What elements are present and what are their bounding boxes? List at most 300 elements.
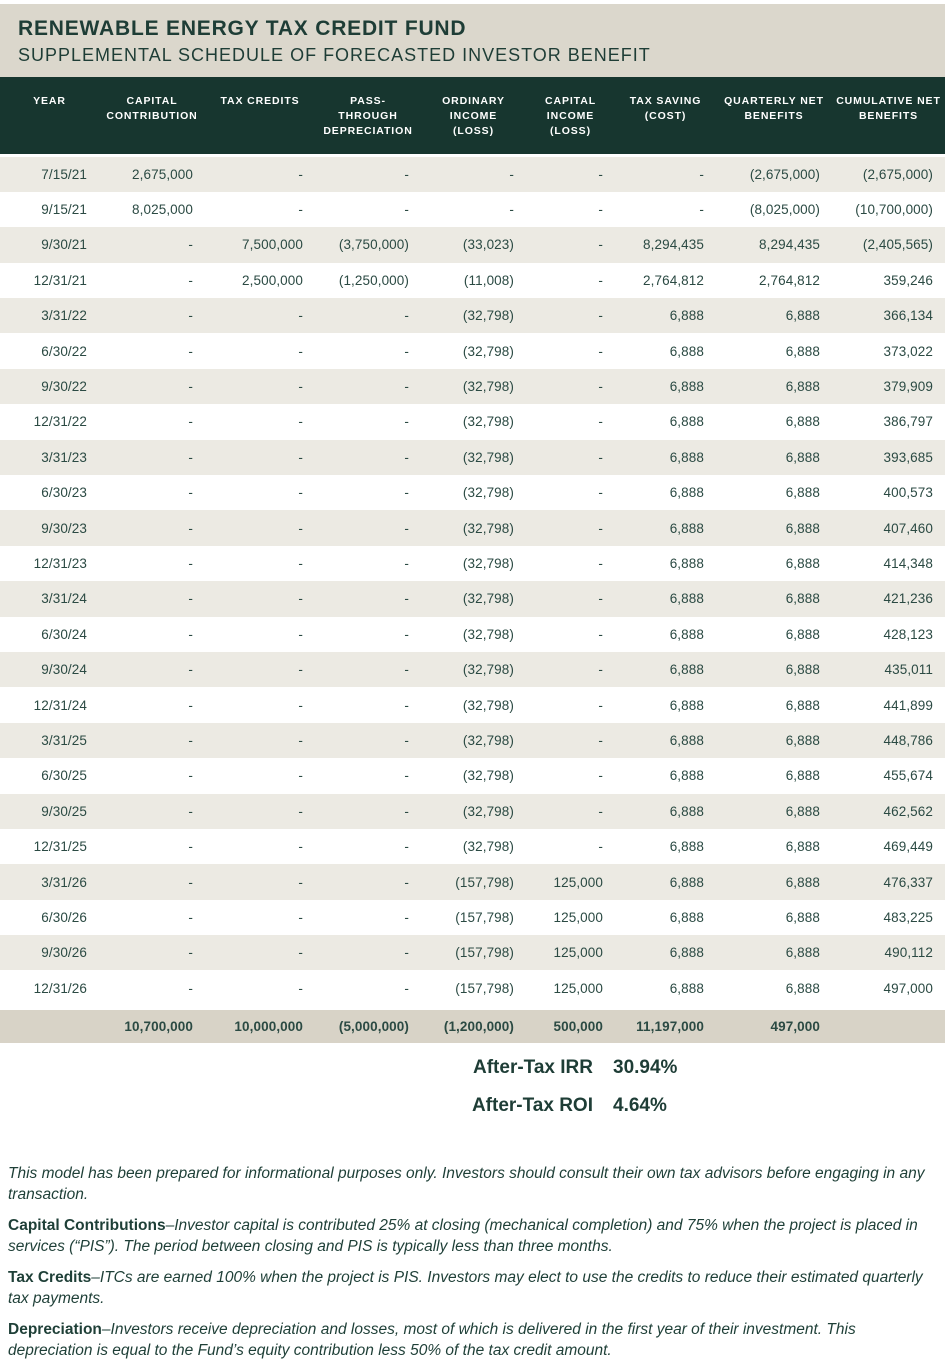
value-cell: 6,888 xyxy=(785,308,820,324)
value-cell: 8,294,435 xyxy=(643,237,704,253)
value-cell: - xyxy=(404,449,409,465)
value-cell: - xyxy=(404,697,409,713)
value-cell: 421,236 xyxy=(883,591,933,607)
footnote-text: This model has been prepared for informational purposes only. Investors should consult their own tax advisors before engaging in any transaction. xyxy=(8,1164,925,1203)
value-cell: - xyxy=(298,697,303,713)
value-cell: 6,888 xyxy=(785,662,820,678)
value-cell: - xyxy=(188,980,193,996)
value-cell: - xyxy=(598,732,603,748)
value-cell: - xyxy=(598,591,603,607)
table-body xyxy=(0,155,945,1008)
date-cell: 3/31/23 xyxy=(41,449,87,465)
date-cell: 9/30/21 xyxy=(41,237,87,253)
footnote xyxy=(8,1215,935,1257)
column-header-cumulative-net-benefits xyxy=(832,77,945,155)
value-cell: (32,798) xyxy=(462,485,514,501)
date-cell: 9/30/23 xyxy=(41,520,87,536)
value-cell: - xyxy=(188,485,193,501)
column-header-quarterly-net-benefits xyxy=(716,77,832,155)
total-cell: (5,000,000) xyxy=(315,1008,421,1043)
value-cell: 2,675,000 xyxy=(132,166,193,182)
table-row xyxy=(0,794,945,829)
value-cell: 6,888 xyxy=(669,803,704,819)
value-cell: 476,337 xyxy=(883,874,933,890)
footnote-text: –Investor capital is contributed 25% at closing (mechanical completion) and 75% when the project is placed in services (“PIS”). The period between closing and PIS is typically less than three months. xyxy=(8,1216,918,1255)
value-cell: (11,008) xyxy=(463,272,514,288)
value-cell: 6,888 xyxy=(669,662,704,678)
value-cell: - xyxy=(188,591,193,607)
date-cell: 6/30/23 xyxy=(41,485,87,501)
table-row xyxy=(0,333,945,368)
value-cell: 6,888 xyxy=(785,591,820,607)
date-cell: 6/30/24 xyxy=(41,626,87,642)
value-cell: - xyxy=(509,202,514,218)
after-tax-roi-row xyxy=(0,1095,945,1117)
value-cell: - xyxy=(404,202,409,218)
value-cell: (157,798) xyxy=(455,909,514,925)
value-cell: 428,123 xyxy=(883,626,933,642)
value-cell: - xyxy=(298,980,303,996)
value-cell: 6,888 xyxy=(669,768,704,784)
column-header-tax-credits xyxy=(205,77,315,155)
footnote xyxy=(8,1267,935,1309)
value-cell: 6,888 xyxy=(669,626,704,642)
value-cell: - xyxy=(509,166,514,182)
value-cell: - xyxy=(298,166,303,182)
value-cell: 6,888 xyxy=(785,732,820,748)
value-cell: 6,888 xyxy=(669,839,704,855)
value-cell: 400,573 xyxy=(883,485,933,501)
column-header-line: INCOME xyxy=(449,110,498,122)
table-row xyxy=(0,192,945,227)
value-cell: 462,562 xyxy=(883,803,933,819)
after-tax-roi-value: 4.64% xyxy=(613,1094,667,1116)
value-cell: - xyxy=(404,874,409,890)
table-row xyxy=(0,298,945,333)
value-cell: (32,798) xyxy=(462,555,514,571)
value-cell: (33,023) xyxy=(462,237,514,253)
table-row xyxy=(0,652,945,687)
value-cell: - xyxy=(298,555,303,571)
column-header-capital-income-loss xyxy=(526,77,615,155)
date-cell: 12/31/24 xyxy=(33,697,87,713)
value-cell: 6,888 xyxy=(785,414,820,430)
table-row xyxy=(0,758,945,793)
value-cell: - xyxy=(404,308,409,324)
value-cell: - xyxy=(598,272,603,288)
value-cell: - xyxy=(598,485,603,501)
total-cell xyxy=(832,1008,945,1043)
value-cell: - xyxy=(298,662,303,678)
value-cell: - xyxy=(404,520,409,536)
value-cell: - xyxy=(598,626,603,642)
date-cell: 6/30/25 xyxy=(41,768,87,784)
value-cell: - xyxy=(598,662,603,678)
footnote-lead: Depreciation xyxy=(8,1320,102,1338)
summary-section xyxy=(0,1057,945,1117)
value-cell: 6,888 xyxy=(785,626,820,642)
value-cell: - xyxy=(188,732,193,748)
value-cell: 379,909 xyxy=(883,379,933,395)
value-cell: - xyxy=(298,343,303,359)
date-cell: 9/15/21 xyxy=(41,202,87,218)
value-cell: 6,888 xyxy=(669,343,704,359)
table-row xyxy=(0,723,945,758)
total-cell: (1,200,000) xyxy=(421,1008,526,1043)
value-cell: - xyxy=(298,768,303,784)
value-cell: - xyxy=(188,414,193,430)
value-cell: (157,798) xyxy=(455,980,514,996)
value-cell: (157,798) xyxy=(455,945,514,961)
value-cell: 2,764,812 xyxy=(759,272,820,288)
column-header-line: YEAR xyxy=(33,95,66,107)
value-cell: 490,112 xyxy=(884,945,933,961)
value-cell: 6,888 xyxy=(669,980,704,996)
date-cell: 9/30/22 xyxy=(41,379,87,395)
date-cell: 6/30/22 xyxy=(41,343,87,359)
value-cell: 6,888 xyxy=(785,839,820,855)
value-cell: - xyxy=(298,839,303,855)
date-cell: 12/31/26 xyxy=(33,980,87,996)
value-cell: 6,888 xyxy=(785,803,820,819)
column-header-tax-saving-cost xyxy=(615,77,716,155)
value-cell: 386,797 xyxy=(883,414,933,430)
value-cell: 393,685 xyxy=(883,449,933,465)
column-header-line: BENEFITS xyxy=(858,110,919,122)
table-footer xyxy=(0,1008,945,1043)
value-cell: (2,405,565) xyxy=(862,237,933,253)
after-tax-irr-value: 30.94% xyxy=(613,1056,678,1078)
value-cell: - xyxy=(404,626,409,642)
value-cell: - xyxy=(188,520,193,536)
value-cell: 2,500,000 xyxy=(242,272,303,288)
value-cell: - xyxy=(598,414,603,430)
value-cell: (32,798) xyxy=(462,343,514,359)
value-cell: 6,888 xyxy=(785,945,820,961)
total-cell: 10,000,000 xyxy=(205,1008,315,1043)
page-subtitle: SUPPLEMENTAL SCHEDULE OF FORECASTED INVESTOR BENEFIT xyxy=(18,45,651,65)
value-cell: - xyxy=(598,555,603,571)
table-row xyxy=(0,263,945,298)
value-cell: - xyxy=(598,343,603,359)
column-header-line: CAPITAL xyxy=(544,95,597,107)
value-cell: 441,899 xyxy=(883,697,933,713)
date-cell: 6/30/26 xyxy=(41,909,87,925)
value-cell: 6,888 xyxy=(785,520,820,536)
table-row xyxy=(0,475,945,510)
table-row xyxy=(0,510,945,545)
value-cell: 366,134 xyxy=(883,308,933,324)
value-cell: - xyxy=(598,520,603,536)
footnote xyxy=(8,1163,935,1205)
value-cell: - xyxy=(188,803,193,819)
date-cell: 12/31/22 xyxy=(33,414,87,430)
value-cell: 125,000 xyxy=(553,874,603,890)
value-cell: 6,888 xyxy=(669,308,704,324)
value-cell: - xyxy=(404,414,409,430)
value-cell: 6,888 xyxy=(785,697,820,713)
value-cell: 373,022 xyxy=(883,343,933,359)
table-row xyxy=(0,227,945,262)
value-cell: - xyxy=(598,308,603,324)
value-cell: 2,764,812 xyxy=(643,272,704,288)
value-cell: - xyxy=(298,449,303,465)
column-header-line: THROUGH xyxy=(338,110,398,122)
value-cell: 6,888 xyxy=(669,732,704,748)
value-cell: 6,888 xyxy=(669,945,704,961)
value-cell: - xyxy=(188,662,193,678)
value-cell: - xyxy=(699,202,704,218)
value-cell: - xyxy=(598,803,603,819)
table-row xyxy=(0,970,945,1007)
footnote-lead: Tax Credits xyxy=(8,1268,92,1286)
column-header-line: PASS- xyxy=(350,95,386,107)
value-cell: (32,798) xyxy=(462,697,514,713)
column-header-line: ORDINARY xyxy=(442,95,505,107)
value-cell: 497,000 xyxy=(883,980,933,996)
table-row xyxy=(0,404,945,439)
value-cell: 6,888 xyxy=(669,909,704,925)
value-cell: 6,888 xyxy=(785,980,820,996)
value-cell: (1,250,000) xyxy=(338,272,409,288)
value-cell: (2,675,000) xyxy=(862,166,933,182)
value-cell: - xyxy=(188,449,193,465)
column-header-line: (LOSS) xyxy=(550,125,591,137)
date-cell: 3/31/26 xyxy=(41,874,87,890)
value-cell: - xyxy=(188,343,193,359)
date-cell: 12/31/25 xyxy=(33,839,87,855)
total-cell: 11,197,000 xyxy=(615,1008,716,1043)
column-header-line: CUMULATIVE NET xyxy=(836,95,941,107)
value-cell: - xyxy=(404,803,409,819)
value-cell: - xyxy=(404,839,409,855)
value-cell: (32,798) xyxy=(462,379,514,395)
value-cell: 125,000 xyxy=(553,909,603,925)
value-cell: (32,798) xyxy=(462,308,514,324)
value-cell: - xyxy=(188,555,193,571)
date-cell: 7/15/21 xyxy=(41,166,87,182)
value-cell: 125,000 xyxy=(553,980,603,996)
value-cell: 6,888 xyxy=(785,909,820,925)
value-cell: (8,025,000) xyxy=(749,202,820,218)
column-header-line: (COST) xyxy=(644,110,687,122)
value-cell: - xyxy=(598,166,603,182)
date-cell: 9/30/24 xyxy=(41,662,87,678)
total-cell: 500,000 xyxy=(526,1008,615,1043)
column-header-line: CONTRIBUTION xyxy=(106,110,198,122)
value-cell: (32,798) xyxy=(462,520,514,536)
table-row xyxy=(0,864,945,899)
value-cell: 6,888 xyxy=(669,874,704,890)
table-header xyxy=(0,77,945,155)
value-cell: 6,888 xyxy=(669,485,704,501)
value-cell: - xyxy=(598,449,603,465)
value-cell: 8,294,435 xyxy=(759,237,820,253)
value-cell: 469,449 xyxy=(883,839,933,855)
table-row xyxy=(0,900,945,935)
value-cell: 359,246 xyxy=(883,272,933,288)
column-header-pass-through-depreciation xyxy=(315,77,421,155)
value-cell: - xyxy=(188,768,193,784)
value-cell: (32,798) xyxy=(462,662,514,678)
date-cell: 12/31/21 xyxy=(33,272,87,288)
date-cell: 9/30/26 xyxy=(41,945,87,961)
value-cell: - xyxy=(298,308,303,324)
value-cell: 6,888 xyxy=(785,449,820,465)
value-cell: - xyxy=(598,202,603,218)
value-cell: 6,888 xyxy=(669,591,704,607)
value-cell: - xyxy=(598,237,603,253)
totals-row xyxy=(0,1008,945,1043)
total-cell: 10,700,000 xyxy=(99,1008,205,1043)
value-cell: - xyxy=(404,555,409,571)
value-cell: 6,888 xyxy=(785,343,820,359)
column-header-line: (LOSS) xyxy=(453,125,494,137)
column-header-line: QUARTERLY NET xyxy=(724,95,824,107)
date-cell: 3/31/24 xyxy=(41,591,87,607)
value-cell: 6,888 xyxy=(785,485,820,501)
value-cell: 407,460 xyxy=(883,520,933,536)
value-cell: 125,000 xyxy=(553,945,603,961)
date-cell: 9/30/25 xyxy=(41,803,87,819)
total-cell: 497,000 xyxy=(716,1008,832,1043)
value-cell: - xyxy=(188,237,193,253)
value-cell: (32,798) xyxy=(462,591,514,607)
value-cell: - xyxy=(188,874,193,890)
value-cell: - xyxy=(404,343,409,359)
date-cell: 3/31/25 xyxy=(41,732,87,748)
value-cell: (32,798) xyxy=(462,768,514,784)
value-cell: - xyxy=(298,945,303,961)
value-cell: (32,798) xyxy=(462,626,514,642)
value-cell: - xyxy=(404,591,409,607)
value-cell: - xyxy=(298,732,303,748)
value-cell: - xyxy=(188,379,193,395)
column-header-ordinary-income-loss xyxy=(421,77,526,155)
value-cell: (32,798) xyxy=(462,732,514,748)
value-cell: 6,888 xyxy=(669,697,704,713)
column-header-line: CAPITAL xyxy=(126,95,178,107)
column-header-line: BENEFITS xyxy=(744,110,804,122)
table-header-row xyxy=(0,77,945,155)
value-cell: - xyxy=(298,874,303,890)
value-cell: - xyxy=(298,591,303,607)
column-header-line: INCOME xyxy=(546,110,595,122)
column-header-line: TAX SAVING xyxy=(629,95,702,107)
table-row xyxy=(0,687,945,722)
column-header-year xyxy=(0,77,99,155)
value-cell: 7,500,000 xyxy=(242,237,303,253)
column-header-line: DEPRECIATION xyxy=(323,125,413,137)
footnote-text: –Investors receive depreciation and losses, most of which is delivered in the first year of their investment. This depreciation is equal to the Fund’s equity contribution less 50% of the tax credit amount. xyxy=(8,1320,856,1359)
value-cell: (32,798) xyxy=(462,414,514,430)
column-header-capital-contribution xyxy=(99,77,205,155)
value-cell: - xyxy=(298,909,303,925)
value-cell: - xyxy=(188,626,193,642)
value-cell: 6,888 xyxy=(669,555,704,571)
table-row xyxy=(0,369,945,404)
value-cell: - xyxy=(298,414,303,430)
total-cell xyxy=(0,1008,99,1043)
value-cell: 483,225 xyxy=(883,909,933,925)
value-cell: - xyxy=(598,697,603,713)
column-header-line: TAX CREDITS xyxy=(220,95,300,107)
value-cell: (32,798) xyxy=(462,839,514,855)
value-cell: 6,888 xyxy=(785,555,820,571)
value-cell: - xyxy=(598,839,603,855)
value-cell: - xyxy=(699,166,704,182)
table-row xyxy=(0,440,945,475)
table-row xyxy=(0,546,945,581)
value-cell: 6,888 xyxy=(785,768,820,784)
title-band xyxy=(0,4,945,77)
value-cell: - xyxy=(404,485,409,501)
value-cell: 8,025,000 xyxy=(132,202,193,218)
value-cell: - xyxy=(188,272,193,288)
value-cell: - xyxy=(298,379,303,395)
value-cell: - xyxy=(298,803,303,819)
value-cell: - xyxy=(188,308,193,324)
value-cell: - xyxy=(298,202,303,218)
value-cell: - xyxy=(188,945,193,961)
value-cell: - xyxy=(298,485,303,501)
value-cell: - xyxy=(404,945,409,961)
value-cell: - xyxy=(404,732,409,748)
value-cell: - xyxy=(188,697,193,713)
value-cell: (32,798) xyxy=(462,449,514,465)
value-cell: - xyxy=(598,379,603,395)
date-cell: 12/31/23 xyxy=(33,555,87,571)
footnote-lead: Capital Contributions xyxy=(8,1216,166,1234)
footnotes xyxy=(8,1163,935,1361)
footnote xyxy=(8,1319,935,1361)
value-cell: - xyxy=(298,626,303,642)
value-cell: - xyxy=(404,379,409,395)
value-cell: 414,348 xyxy=(883,555,933,571)
value-cell: 448,786 xyxy=(883,732,933,748)
value-cell: - xyxy=(188,909,193,925)
table-row xyxy=(0,581,945,616)
table-row xyxy=(0,155,945,192)
page-title: RENEWABLE ENERGY TAX CREDIT FUND xyxy=(18,17,467,40)
value-cell: 6,888 xyxy=(785,874,820,890)
value-cell: (157,798) xyxy=(455,874,514,890)
after-tax-roi-label: After-Tax ROI xyxy=(471,1094,593,1116)
after-tax-irr-row xyxy=(0,1057,945,1079)
value-cell: 6,888 xyxy=(669,520,704,536)
value-cell: 455,674 xyxy=(883,768,933,784)
value-cell: - xyxy=(404,768,409,784)
value-cell: - xyxy=(404,662,409,678)
value-cell: 6,888 xyxy=(669,414,704,430)
value-cell: - xyxy=(188,839,193,855)
benefit-schedule-table xyxy=(0,77,945,1043)
value-cell: 6,888 xyxy=(785,379,820,395)
value-cell: (32,798) xyxy=(462,803,514,819)
after-tax-irr-label: After-Tax IRR xyxy=(473,1056,593,1078)
value-cell: - xyxy=(598,768,603,784)
table-row xyxy=(0,617,945,652)
value-cell: - xyxy=(404,909,409,925)
value-cell: (10,700,000) xyxy=(855,202,933,218)
table-row xyxy=(0,935,945,970)
date-cell: 3/31/22 xyxy=(41,308,87,324)
footnote-text: –ITCs are earned 100% when the project is PIS. Investors may elect to use the credits to reduce their estimated quarterly tax payments. xyxy=(8,1268,923,1307)
value-cell: 6,888 xyxy=(669,449,704,465)
value-cell: (2,675,000) xyxy=(749,166,820,182)
value-cell: (3,750,000) xyxy=(338,237,409,253)
value-cell: - xyxy=(404,980,409,996)
